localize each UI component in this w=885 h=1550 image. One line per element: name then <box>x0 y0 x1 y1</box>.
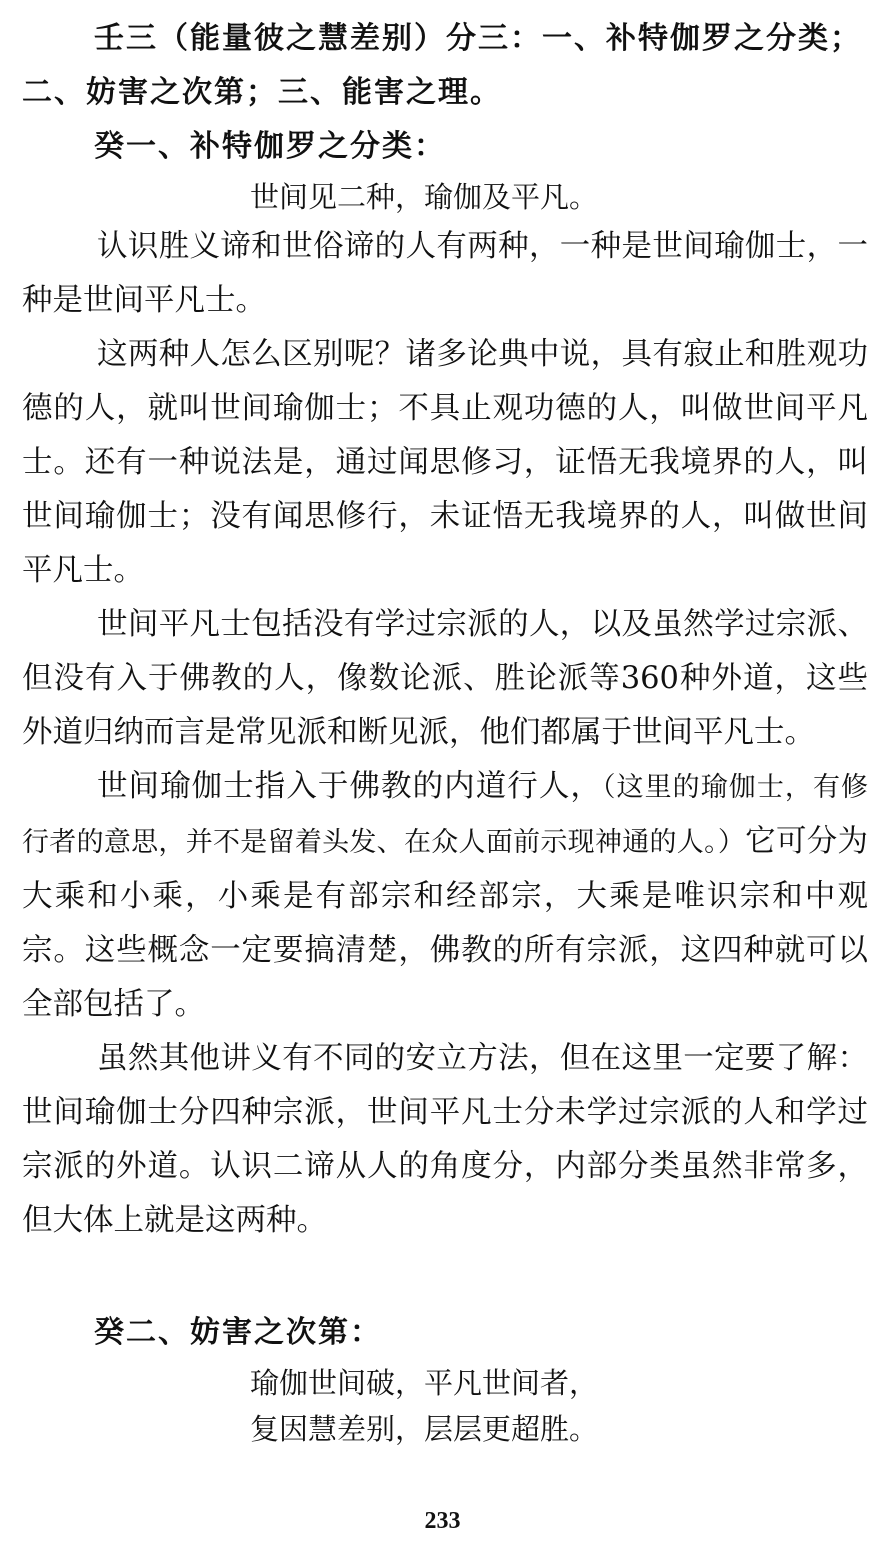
paragraph-2: 这两种人怎么区别呢？诸多论典中说，具有寂止和胜观功德的人，就叫世间瑜伽士；不具止观功德的人，叫做世间平凡士。还有一种说法是，通过闻思修习，证悟无我境界的人，叫世间瑜伽士；没有闻思修行，未证悟无我境界的人，叫做世间平凡士。 <box>22 337 868 588</box>
verse-2-line-1: 瑜伽世间破，平凡世间者， <box>250 1366 599 1400</box>
section-heading-gui1: 癸一、补特伽罗之分类： <box>94 129 446 164</box>
section-heading-ren3: 壬三（能量彼之慧差别）分三：一、补特伽罗之分类；二、妨害之次第；三、能害之理。 <box>22 21 862 110</box>
paragraph-4-note: （这里的瑜伽士，有修行者的意思，并不是留着头发、在众人面前示现神通的人。） <box>22 772 869 858</box>
page-number: 233 <box>424 1508 461 1534</box>
verse-2-line-2: 复因慧差别，层层更超胜。 <box>250 1412 599 1446</box>
page-body <box>22 12 868 1452</box>
paragraph-4-end: 它可分为大乘和小乘，小乘是有部宗和经部宗，大乘是唯识宗和中观宗。这些概念一定要搞清楚，佛教的所有宗派，这四种就可以全部包括了。 <box>22 824 869 1022</box>
paragraph-4 <box>22 760 868 1032</box>
paragraph-3: 世间平凡士包括没有学过宗派的人，以及虽然学过宗派、但没有入于佛教的人，像数论派、胜论派等360种外道，这些外道归纳而言是常见派和断见派，他们都属于世间平凡士。 <box>22 607 868 750</box>
section-spacer <box>22 1248 868 1306</box>
paragraph-1: 认识胜义谛和世俗谛的人有两种，一种是世间瑜伽士，一种是世间平凡士。 <box>22 229 868 318</box>
paragraph-4-start: 世间瑜伽士指入于佛教的内道行人， <box>97 769 602 804</box>
paragraph-5: 虽然其他讲义有不同的安立方法，但在这里一定要了解：世间瑜伽士分四种宗派，世间平凡士分未学过宗派的人和学过宗派的外道。认识二谛从人的角度分，内部分类虽然非常多，但大体上就是这两种。 <box>22 1041 868 1238</box>
verse-1: 世间见二种，瑜伽及平凡。 <box>250 180 599 214</box>
section-heading-gui2: 癸二、妨害之次第： <box>94 1315 382 1350</box>
